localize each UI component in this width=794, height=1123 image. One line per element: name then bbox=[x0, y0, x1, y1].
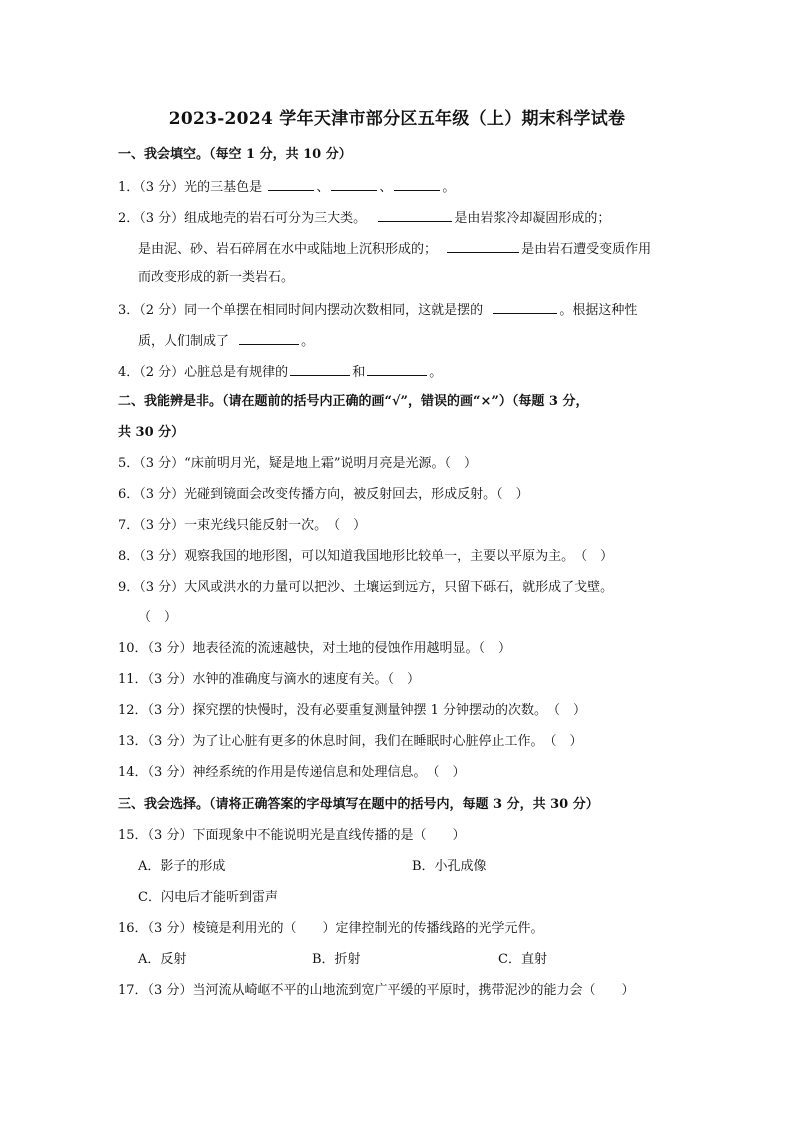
section-true-false-heading: 二、我能辨是非。（请在题前的括号内正确的画“√”，错误的画“×”）（每题 3 分， bbox=[118, 394, 589, 409]
question-11: 11．（3 分）水钟的准确度与滴水的速度有关。（ ） bbox=[118, 672, 420, 687]
question-6: 6．（3 分）光碰到镜面会改变传播方向，被反射回去，形成反射。（ ） bbox=[118, 487, 529, 502]
question-16-option-b[interactable]: B．折射 bbox=[312, 952, 361, 967]
question-3-line-1: 3．（2 分）同一个单摆在相同时间内摆动次数相同，这就是摆的 。根据这种性 bbox=[118, 300, 637, 320]
question-15-option-b[interactable]: B．小孔成像 bbox=[412, 859, 487, 874]
question-9-line-1: 9．（3 分）大风或洪水的力量可以把沙、土壤运到远方，只留下砾石，就形成了戈壁。 bbox=[118, 580, 614, 595]
answer-blank[interactable] bbox=[378, 208, 452, 222]
question-15-option-c[interactable]: C．闪电后才能听到雷声 bbox=[138, 890, 278, 905]
question-15-stem: 15．（3 分）下面现象中不能说明光是直线传播的是（ ） bbox=[118, 828, 466, 843]
section-true-false-heading-cont: 共 30 分） bbox=[118, 425, 185, 440]
question-2-line-2: 是由泥、砂、岩石碎屑在水中或陆地上沉积形成的； 是由岩石遭受变质作用 bbox=[138, 239, 651, 259]
answer-blank[interactable] bbox=[268, 177, 314, 191]
question-10: 10．（3 分）地表径流的流速越快，对土地的侵蚀作用越明显。（ ） bbox=[118, 641, 511, 656]
answer-blank[interactable] bbox=[239, 331, 299, 345]
question-9-line-2: （ ） bbox=[138, 610, 178, 625]
answer-blank[interactable] bbox=[394, 177, 440, 191]
question-4: 4．（2 分）心脏总是有规律的 和 。 bbox=[118, 362, 442, 382]
question-16-stem: 16．（3 分）棱镜是利用光的（ ）定律控制光的传播线路的光学元件。 bbox=[118, 921, 544, 936]
page-title: 2023-2024 学年天津市部分区五年级（上）期末科学试卷 bbox=[168, 109, 626, 129]
answer-blank[interactable] bbox=[447, 239, 519, 253]
answer-blank[interactable] bbox=[331, 177, 377, 191]
question-2-line-1: 2．（3 分）组成地壳的岩石可分为三大类。 是由岩浆冷却凝固形成的； bbox=[118, 208, 610, 228]
question-3-line-2: 质，人们制成了 。 bbox=[138, 331, 314, 351]
section-multiple-choice-heading: 三、我会选择。（请将正确答案的字母填写在题中的括号内，每题 3 分，共 30 分） bbox=[118, 797, 599, 812]
question-13: 13．（3 分）为了让心脏有更多的休息时间，我们在睡眠时心脏停止工作。 （ ） bbox=[118, 734, 583, 749]
question-16-option-c[interactable]: C．直射 bbox=[498, 952, 547, 967]
question-2-line-3: 而改变形成的新一类岩石。 bbox=[138, 270, 295, 285]
answer-blank[interactable] bbox=[290, 362, 350, 376]
question-8: 8．（3 分）观察我国的地形图，可以知道我国地形比较单一，主要以平原为主。 （ ） bbox=[118, 549, 614, 564]
question-16-option-a[interactable]: A．反射 bbox=[138, 952, 187, 967]
question-1: 1．（3 分）光的三基色是 、 、 。 bbox=[118, 177, 455, 197]
answer-blank[interactable] bbox=[367, 362, 427, 376]
answer-blank[interactable] bbox=[493, 300, 557, 314]
section-fill-in-heading: 一、我会填空。（每空 1 分，共 10 分） bbox=[118, 147, 352, 162]
question-7: 7．（3 分）一束光线只能反射一次。 （ ） bbox=[118, 518, 367, 533]
question-5: 5．（3 分）“床前明月光，疑是地上霜”说明月亮是光源。（ ） bbox=[118, 456, 477, 471]
question-14: 14．（3 分）神经系统的作用是传递信息和处理信息。 （ ） bbox=[118, 765, 466, 780]
question-17-stem: 17．（3 分）当河流从崎岖不平的山地流到宽广平缓的平原时，携带泥沙的能力会（ ） bbox=[118, 983, 635, 998]
question-12: 12．（3 分）探究摆的快慢时，没有必要重复测量钟摆 1 分钟摆动的次数。 （ ） bbox=[118, 703, 586, 718]
question-15-option-a[interactable]: A．影子的形成 bbox=[138, 859, 226, 874]
